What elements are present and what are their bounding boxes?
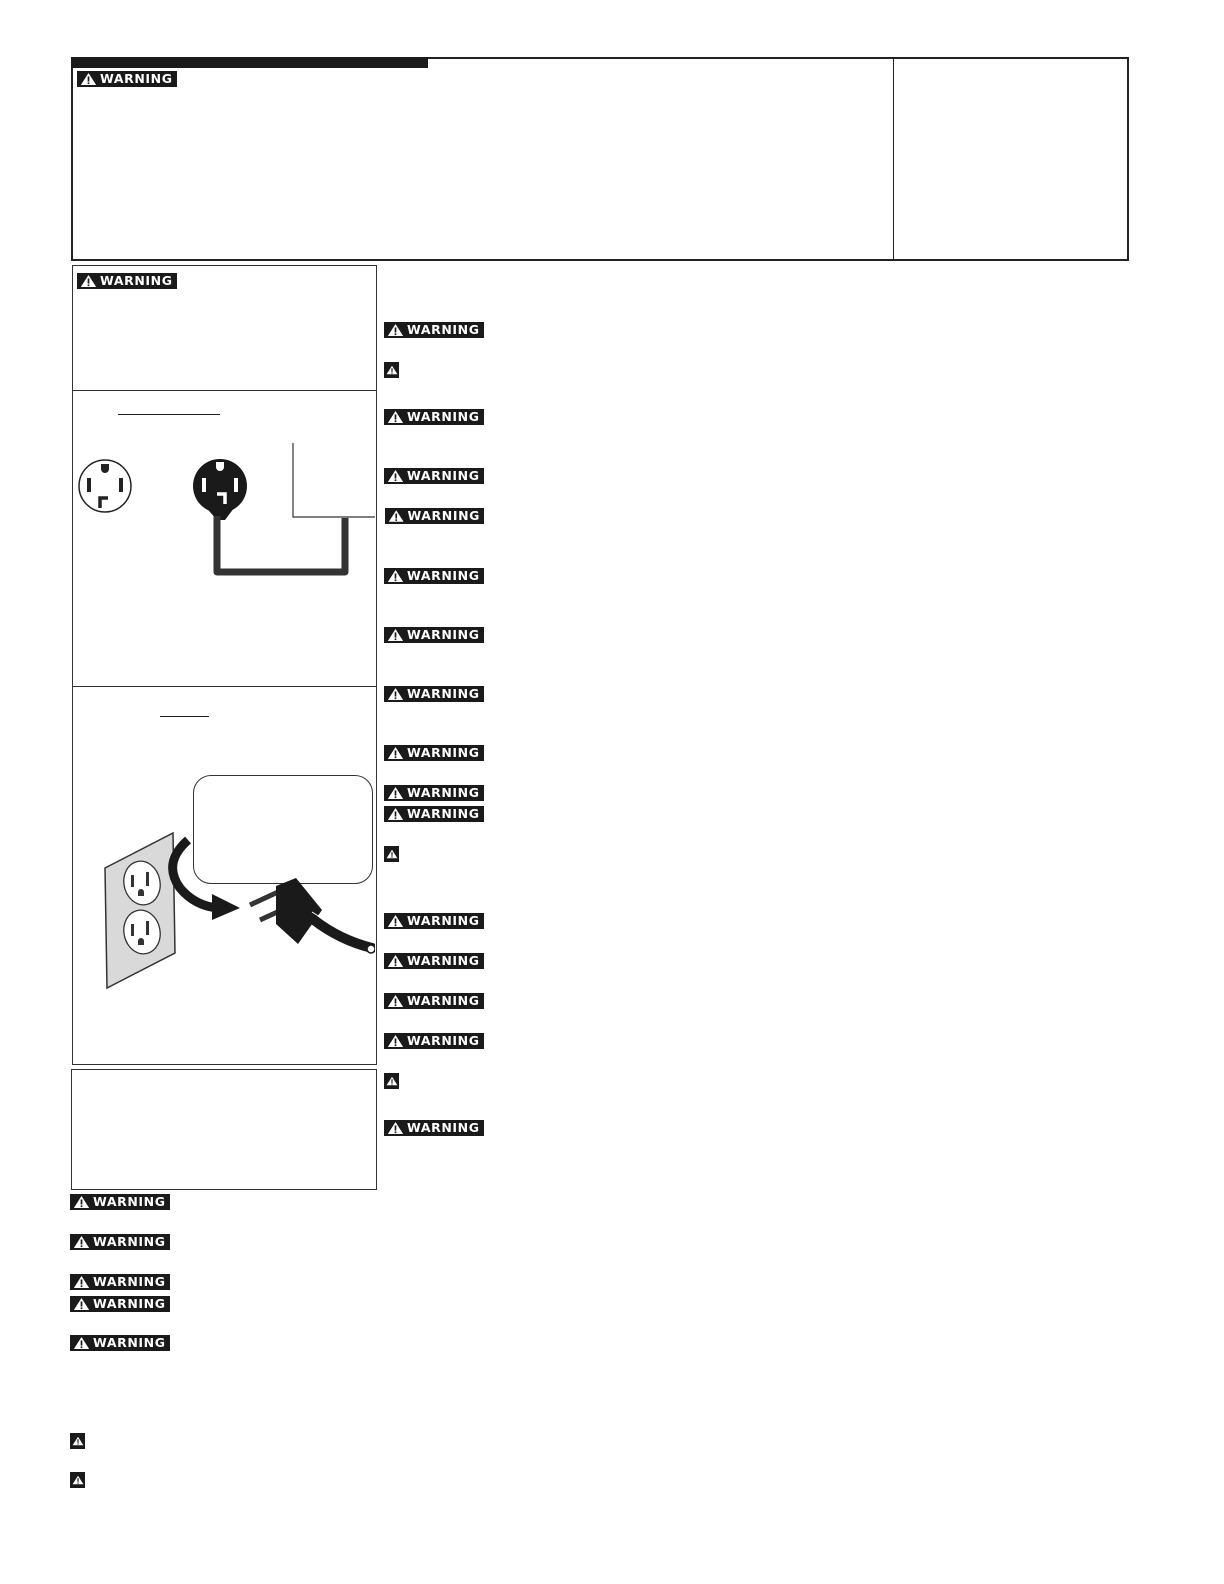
warning-badge (385, 508, 484, 524)
warning-badge (384, 468, 484, 484)
warning-badge (384, 806, 484, 822)
three-prong-wall-outlet-icon (105, 833, 175, 988)
warning-triangle-icon (387, 994, 404, 1008)
warning-label: WARNING (93, 1296, 166, 1311)
warning-triangle-icon (387, 1034, 404, 1048)
three-prong-diagram (100, 828, 375, 993)
warning-label: WARNING (407, 993, 480, 1008)
warning-badge (384, 1120, 484, 1136)
warning-triangle-icon (80, 274, 97, 288)
warning-label: WARNING (407, 627, 480, 642)
warning-label: WARNING (93, 1194, 166, 1209)
warning-label: WARNING (407, 913, 480, 928)
warning-triangle-icon (387, 1121, 404, 1135)
warning-triangle-icon (387, 786, 404, 800)
warning-label: WARNING (407, 806, 480, 821)
warning-badge (384, 953, 484, 969)
warning-badge (70, 1296, 170, 1312)
four-prong-plug-icon (193, 459, 247, 520)
warning-triangle-icon (387, 410, 404, 424)
warning-triangle-icon (73, 1195, 90, 1209)
four-prong-heading-underline (118, 414, 220, 415)
warning-triangle-icon (387, 746, 404, 760)
curved-arrow-icon (173, 840, 240, 920)
safety-alert-symbol-icon (70, 1472, 85, 1488)
warning-badge (70, 1274, 170, 1290)
warning-badge (77, 273, 177, 289)
warning-badge (384, 913, 484, 929)
warning-label: WARNING (407, 1120, 480, 1135)
warning-label: WARNING (407, 468, 480, 483)
warning-badge (384, 785, 484, 801)
warning-badge (70, 1234, 170, 1250)
four-prong-diagram (75, 440, 375, 585)
warning-label: WARNING (100, 273, 173, 288)
safety-alert-symbol-icon (384, 846, 399, 862)
warning-label: WARNING (407, 322, 480, 337)
four-prong-receptacle-icon (79, 460, 131, 512)
warning-badge (384, 745, 484, 761)
safety-alert-symbol-icon (70, 1433, 85, 1449)
warning-triangle-icon (387, 914, 404, 928)
warning-label: WARNING (407, 686, 480, 701)
warning-label: WARNING (407, 785, 480, 800)
warning-badge (384, 322, 484, 338)
warning-label: WARNING (93, 1274, 166, 1289)
warning-label: WARNING (407, 745, 480, 760)
left-note-box (71, 1069, 377, 1190)
warning-triangle-icon (387, 323, 404, 337)
warning-triangle-icon (387, 954, 404, 968)
warning-badge (77, 71, 177, 87)
warning-triangle-icon (388, 509, 404, 523)
warning-label: WARNING (93, 1335, 166, 1350)
warning-label: WARNING (407, 409, 480, 424)
warning-badge (384, 993, 484, 1009)
warning-label: WARNING (93, 1234, 166, 1249)
safety-alert-symbol-icon (384, 362, 399, 378)
warning-label: WARNING (407, 1033, 480, 1048)
warning-triangle-icon (387, 628, 404, 642)
safety-alert-symbol-icon (384, 1073, 399, 1089)
top-header-frame (71, 57, 1129, 261)
warning-label: WARNING (100, 71, 173, 86)
warning-badge (384, 1033, 484, 1049)
warning-triangle-icon (387, 687, 404, 701)
warning-badge (384, 627, 484, 643)
top-header-divider (893, 57, 894, 261)
warning-badge (384, 409, 484, 425)
warning-triangle-icon (387, 569, 404, 583)
warning-label: WARNING (407, 953, 480, 968)
warning-badge (70, 1194, 170, 1210)
warning-triangle-icon (387, 469, 404, 483)
three-prong-plug-icon (250, 878, 375, 953)
warning-badge (384, 568, 484, 584)
warning-triangle-icon (80, 72, 97, 86)
warning-triangle-icon (73, 1235, 90, 1249)
warning-label: WARNING (407, 508, 480, 523)
warning-badge (384, 686, 484, 702)
warning-label: WARNING (407, 568, 480, 583)
top-header-bar (71, 57, 428, 68)
warning-badge (70, 1335, 170, 1351)
three-prong-heading-underline (160, 716, 209, 717)
warning-triangle-icon (387, 807, 404, 821)
warning-triangle-icon (73, 1336, 90, 1350)
warning-triangle-icon (73, 1297, 90, 1311)
warning-triangle-icon (73, 1275, 90, 1289)
